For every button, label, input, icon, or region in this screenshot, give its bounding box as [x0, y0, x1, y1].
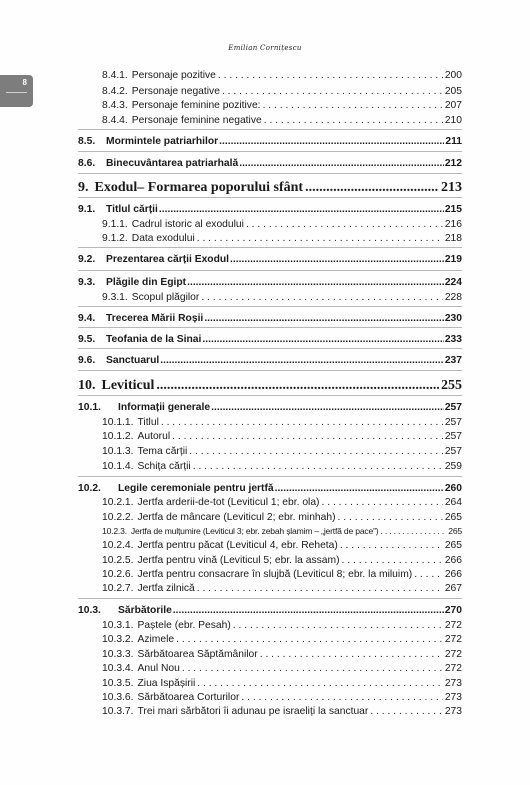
section-separator	[78, 270, 462, 271]
toc-entry-page: 273	[444, 678, 462, 689]
toc-entry-title: Legile ceremoniale pentru jertfă	[118, 483, 274, 494]
toc-entry-title: Jertfa de mâncare (Leviticul 2; ebr. minhah)	[137, 512, 336, 523]
toc-entry-title: Prezentarea cărții Exodul	[106, 254, 230, 265]
dot-leader	[233, 620, 443, 631]
toc-entry-page: 257	[444, 431, 462, 442]
section-separator	[78, 395, 462, 396]
toc-entry-title: Personaje pozitive	[131, 70, 216, 81]
toc-entry-page: 219	[444, 254, 462, 265]
toc-entry-title: Titlul	[137, 417, 159, 428]
dot-leader	[260, 649, 443, 660]
toc-entry-title: Sanctuarul	[106, 355, 160, 366]
toc-entry[interactable]	[78, 663, 462, 674]
toc-entry-page: 215	[444, 204, 462, 215]
section-separator	[78, 197, 462, 198]
toc-entry-number: 10.2.7.	[102, 583, 134, 594]
toc-entry-number: 10.1.	[78, 402, 101, 413]
toc-entry-title: Exodul– Formarea poporului sfânt	[94, 180, 304, 195]
toc-entry-page: 266	[444, 569, 462, 580]
toc-entry-page: 272	[444, 649, 462, 660]
dot-leader	[222, 86, 443, 97]
toc-entry-title: Trei mari sărbători îi adunau pe israeliți la sanctuar	[137, 706, 369, 717]
toc-entry[interactable]	[78, 620, 462, 631]
toc-entry-number: 8.5.	[78, 136, 96, 147]
toc-entry[interactable]	[78, 649, 462, 660]
toc-entry-number: 9.1.1.	[102, 219, 128, 230]
toc-entry[interactable]	[78, 526, 462, 536]
toc-entry[interactable]	[78, 70, 462, 81]
toc-entry-number: 8.6.	[78, 158, 96, 169]
dot-leader	[161, 417, 443, 428]
toc-entry-title: Data exodului	[131, 233, 195, 244]
toc-entry-title: Personaje negative	[131, 86, 220, 97]
toc-entry-title: Jertfa arderii-de-tot (Leviticul 1; ebr. ola)	[137, 497, 320, 508]
toc-entry-page: 230	[444, 313, 462, 324]
toc-entry-title: Tema cărții	[137, 446, 188, 457]
toc-entry[interactable]	[78, 254, 462, 265]
section-separator	[78, 151, 462, 152]
toc-entry-page: 259	[444, 461, 462, 472]
toc-entry[interactable]	[78, 158, 462, 169]
section-separator	[78, 476, 462, 477]
toc-entry-page: 213	[441, 180, 462, 195]
toc-entry-title: Jertfa pentru consacrare în slujbă (Leviticul 8; ebr. la miluim)	[137, 569, 413, 580]
toc-entry-page: 216	[444, 219, 462, 230]
toc-entry-title: Mormintele patriarhilor	[106, 136, 219, 147]
toc-entry[interactable]	[78, 292, 462, 303]
toc-entry-page: 270	[444, 605, 462, 616]
toc-entry[interactable]	[78, 692, 462, 703]
toc-entry-page: 260	[444, 483, 462, 494]
toc-entry-page: 212	[444, 158, 462, 169]
toc-entry-title: Sărbătoarea Corturilor	[137, 692, 240, 703]
toc-entry[interactable]	[78, 497, 462, 508]
dot-leader	[218, 70, 443, 81]
toc-entry-number: 10.2.4.	[102, 540, 134, 551]
toc-entry-page: 257	[444, 402, 462, 413]
dot-leader	[197, 233, 443, 244]
toc-entry[interactable]	[78, 115, 462, 126]
toc-entry[interactable]	[78, 277, 462, 288]
toc-entry-number: 10.	[78, 378, 96, 393]
toc-entry-page: 237	[444, 355, 462, 366]
dot-leader	[230, 254, 444, 265]
toc-entry-page: 266	[444, 555, 462, 566]
toc-entry[interactable]	[78, 431, 462, 442]
dot-leader	[197, 678, 443, 689]
toc-entry-number: 10.1.1.	[102, 417, 134, 428]
dot-leader	[173, 605, 444, 616]
toc-entry[interactable]	[78, 446, 462, 457]
toc-entry-title: Cadrul istoric al exodului	[131, 219, 244, 230]
dot-leader	[342, 555, 443, 566]
toc-entry-number: 9.3.	[78, 277, 96, 288]
page-number: 8	[22, 78, 27, 87]
toc-entry[interactable]	[78, 100, 462, 111]
dot-leader	[246, 219, 443, 230]
dot-leader	[275, 483, 444, 494]
toc-entry-number: 10.3.6.	[102, 692, 134, 703]
toc-entry[interactable]	[78, 583, 462, 594]
toc-entry[interactable]	[78, 634, 462, 645]
toc-entry-number: 9.3.1.	[102, 292, 128, 303]
toc-entry-number: 10.2.	[78, 483, 101, 494]
toc-entry[interactable]	[78, 355, 462, 366]
toc-entry-number: 10.3.3.	[102, 649, 134, 660]
toc-entry-title: Jertfa zilnică	[137, 583, 195, 594]
toc-entry-title: Binecuvântarea patriarhală	[106, 158, 239, 169]
toc-entry-page: 218	[444, 233, 462, 244]
toc-entry-number: 10.3.5.	[102, 678, 134, 689]
toc-entry-number: 8.4.3.	[102, 100, 128, 111]
toc-entry-title: Autorul	[137, 431, 171, 442]
dot-leader	[239, 158, 444, 169]
toc-entry-title: Jertfa de mulțumire (Leviticul 3; ebr. zebah șlamim – „jertfă de pace”)	[130, 526, 379, 536]
toc-entry-number: 10.3.	[78, 605, 101, 616]
toc-entry[interactable]	[78, 706, 462, 717]
dot-leader	[189, 446, 443, 457]
dot-leader	[193, 461, 443, 472]
toc-entry-page: 211	[445, 136, 462, 147]
toc-entry-page: 210	[444, 115, 462, 126]
dot-leader	[172, 431, 443, 442]
toc-entry[interactable]	[78, 204, 462, 215]
toc-entry-page: 224	[444, 277, 462, 288]
dot-leader	[322, 497, 443, 508]
toc-entry-number: 9.5.	[78, 334, 96, 345]
section-separator	[78, 327, 462, 328]
toc-entry[interactable]	[78, 219, 462, 230]
section-separator	[78, 129, 462, 130]
toc-entry-number: 10.3.7.	[102, 706, 134, 717]
toc-entry-number: 9.6.	[78, 355, 96, 366]
toc-entry-title: Ziua Ispășirii	[137, 678, 196, 689]
toc-entry-number: 10.2.5.	[102, 555, 134, 566]
toc-entry-number: 9.1.2.	[102, 233, 128, 244]
toc-entry-title: Teofania de la Sinai	[106, 334, 202, 345]
toc-entry[interactable]	[78, 483, 462, 494]
dot-leader	[219, 136, 444, 147]
toc-entry-title: Leviticul	[101, 378, 155, 393]
toc-entry[interactable]	[78, 86, 462, 97]
toc-entry-title: Schița cărții	[137, 461, 191, 472]
toc-entry-title: Plăgile din Egipt	[106, 277, 187, 288]
tab-divider	[6, 92, 27, 93]
toc-entry[interactable]	[78, 136, 462, 147]
toc-entry-page: 265	[448, 526, 462, 536]
section-separator	[78, 173, 462, 174]
toc-entry-page: 255	[441, 378, 462, 393]
toc-entry-page: 272	[444, 620, 462, 631]
toc-entry-number: 10.3.1.	[102, 620, 134, 631]
toc-entry-title: Scopul plăgilor	[131, 292, 200, 303]
toc-entry-page: 228	[444, 292, 462, 303]
toc-entry-number: 10.1.3.	[102, 446, 134, 457]
dot-leader	[340, 540, 443, 551]
toc-entry[interactable]	[78, 402, 462, 413]
toc-entry-title: Informații generale	[118, 402, 211, 413]
dot-leader	[187, 277, 444, 288]
toc-entry-number: 9.	[78, 180, 89, 195]
toc-entry[interactable]	[78, 678, 462, 689]
toc-entry-page: 257	[444, 417, 462, 428]
toc-entry-title: Azimele	[137, 634, 175, 645]
toc-entry-number: 10.1.4.	[102, 461, 134, 472]
toc-entry-page: 265	[444, 512, 462, 523]
toc-entry-title: Sărbătorile	[118, 605, 172, 616]
toc-entry-title: Jertfa pentru vină (Leviticul 5; ebr. la assam)	[137, 555, 340, 566]
running-header: Emilian Cornițescu	[228, 44, 302, 52]
toc-entry[interactable]	[78, 334, 462, 345]
toc-entry-number: 8.4.4.	[102, 115, 128, 126]
section-separator	[78, 306, 462, 307]
toc-entry[interactable]	[78, 180, 462, 196]
toc-entry-title: Anul Nou	[137, 663, 180, 674]
toc-entry-page: 207	[444, 100, 462, 111]
toc-entry-number: 10.2.3.	[102, 526, 127, 536]
toc-entry-title: Paștele (ebr. Pesah)	[137, 620, 231, 631]
toc-entry-page: 272	[444, 663, 462, 674]
dot-leader	[305, 180, 439, 196]
section-separator	[78, 598, 462, 599]
toc-entry[interactable]	[78, 540, 462, 551]
toc-entry-number: 10.2.1.	[102, 497, 134, 508]
dot-leader	[201, 292, 443, 303]
toc-entry-page: 200	[444, 70, 462, 81]
toc-entry-number: 10.2.2.	[102, 512, 134, 523]
dot-leader	[159, 204, 444, 215]
toc-entry-page: 267	[444, 583, 462, 594]
dot-leader	[160, 355, 444, 366]
toc-entry-page: 233	[444, 334, 462, 345]
dot-leader	[211, 402, 444, 413]
toc-entry[interactable]	[78, 461, 462, 472]
toc-entry[interactable]	[78, 233, 462, 244]
dot-leader	[197, 583, 443, 594]
page-number-tab	[0, 75, 33, 107]
dot-leader	[380, 526, 446, 536]
toc-entry-title: Jertfa pentru păcat (Leviticul 4, ebr. Reheta)	[137, 540, 338, 551]
toc-entry-number: 8.4.2.	[102, 86, 128, 97]
section-separator	[78, 348, 462, 349]
dot-leader	[182, 663, 443, 674]
dot-leader	[204, 313, 444, 324]
toc-entry-number: 10.1.2.	[102, 431, 134, 442]
toc-entry-title: Personaje feminine pozitive:	[131, 100, 261, 111]
toc-entry-number: 8.4.1.	[102, 70, 128, 81]
toc-entry-number: 10.2.6.	[102, 569, 134, 580]
dot-leader	[156, 378, 439, 394]
toc-entry-title: Sărbătoarea Săptămânilor	[137, 649, 258, 660]
toc-entry[interactable]	[78, 313, 462, 324]
dot-leader	[263, 100, 443, 111]
dot-leader	[202, 334, 443, 345]
toc-entry-number: 9.1.	[78, 204, 96, 215]
toc-entry-page: 264	[444, 497, 462, 508]
toc-entry[interactable]	[78, 605, 462, 616]
toc-entry-page: 273	[444, 706, 462, 717]
dot-leader	[241, 692, 442, 703]
toc-entry[interactable]	[78, 569, 462, 580]
toc-entry[interactable]	[78, 417, 462, 428]
toc-entry-page: 205	[444, 86, 462, 97]
toc-entry-number: 10.3.2.	[102, 634, 134, 645]
toc-entry-page: 265	[444, 540, 462, 551]
dot-leader	[176, 634, 443, 645]
toc-entry[interactable]	[78, 512, 462, 523]
toc-entry-page: 272	[444, 634, 462, 645]
toc-entry-title: Titlul cărții	[106, 204, 158, 215]
toc-entry-title: Trecerea Mării Roșii	[106, 313, 204, 324]
dot-leader	[338, 512, 443, 523]
toc-entry[interactable]	[78, 555, 462, 566]
toc-entry-page: 257	[444, 446, 462, 457]
dot-leader	[264, 115, 443, 126]
toc-entry-number: 9.4.	[78, 313, 96, 324]
dot-leader	[414, 569, 443, 580]
toc-entry-title: Personaje feminine negative	[131, 115, 262, 126]
toc-entry[interactable]	[78, 378, 462, 394]
section-separator	[78, 370, 462, 371]
toc-entry-page: 273	[444, 692, 462, 703]
dot-leader	[370, 706, 442, 717]
toc-entry-number: 10.3.4.	[102, 663, 134, 674]
toc-entry-number: 9.2.	[78, 254, 96, 265]
section-separator	[78, 247, 462, 248]
